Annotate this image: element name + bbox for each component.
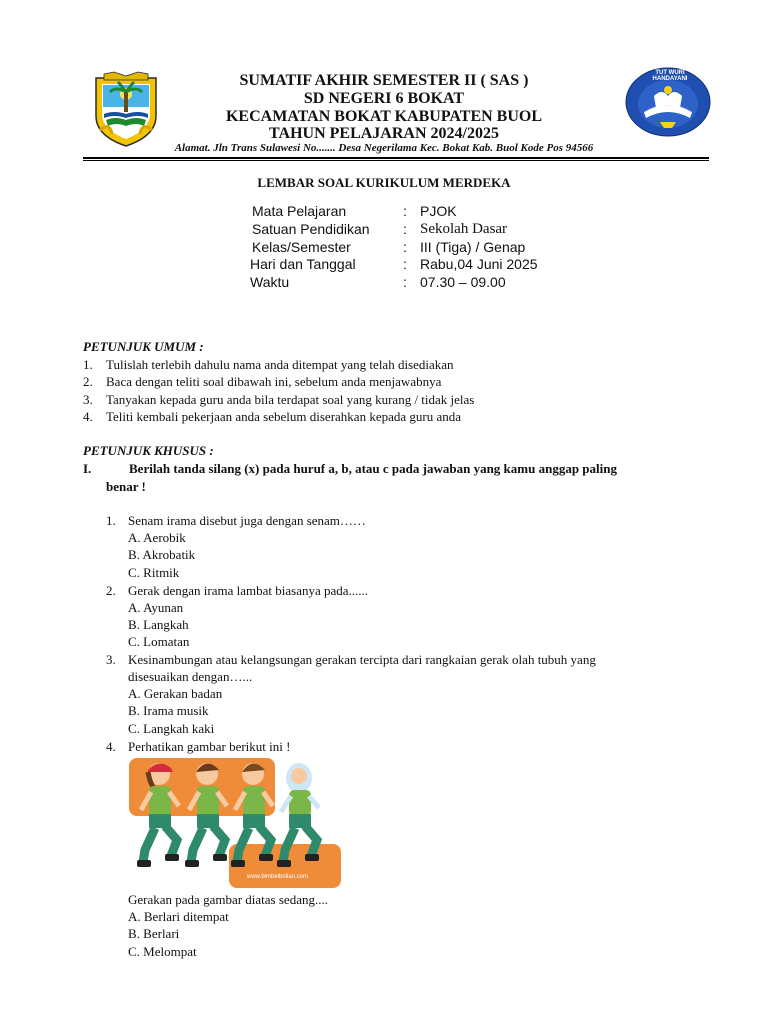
list-item: Tanyakan kepada guru anda bila terdapat soal yang kurang / tidak jelas [106,392,475,407]
specific-instructions-title: PETUNJUK KHUSUS : [83,443,214,458]
list-item: Baca dengan teliti soal dibawah ini, sebelum anda menjawabnya [106,374,442,389]
info-colon: : [403,256,407,272]
answer-option: C. Ritmik [128,565,180,580]
answer-option: C. Lomatan [128,634,190,649]
info-label: Kelas/Semester [252,239,351,255]
question-text: Senam irama disebut juga dengan senam…… [128,513,366,528]
marching-children-image [129,758,341,888]
section-instruction-line-1: Berilah tanda silang (x) pada huruf a, b, atau c pada jawaban yang kamu anggap paling [129,461,617,476]
header-line-3: KECAMATAN BOKAT KABUPATEN BUOL [225,108,543,125]
info-label: Hari dan Tanggal [250,256,356,272]
info-value: Sekolah Dasar [420,221,508,237]
info-row-date [250,256,612,273]
list-number: 3. [83,392,93,407]
info-row-time [250,274,612,291]
answer-option: A. Gerakan badan [128,686,223,701]
answer-option: A. Berlari ditempat [128,909,229,924]
document-title: LEMBAR SOAL KURIKULUM MERDEKA [257,175,511,190]
question-number: 4. [106,739,116,754]
answer-option: B. Berlari [128,926,180,941]
question-number: 3. [106,652,116,667]
info-label: Satuan Pendidikan [252,221,370,237]
info-row-subject [252,203,612,220]
marching-children-illustration [129,758,341,888]
list-number: 4. [83,409,93,424]
question-followup-text: Gerakan pada gambar diatas sedang.... [128,892,328,907]
info-colon: : [403,203,407,219]
question-text: Gerak dengan irama lambat biasanya pada...... [128,583,369,598]
info-colon: : [403,274,407,290]
info-value: 07.30 – 09.00 [420,274,506,290]
tut-wuri-handayani-text: TUT WURI HANDAYANI [652,70,688,82]
header-rule-thick [83,157,709,159]
general-instructions-title: PETUNJUK UMUM : [83,339,204,354]
school-address: Alamat. Jln Trans Sulawesi No....... Desa Negerilama Kec. Bokat Kab. Buol Kode Pos 94566 [174,142,594,154]
answer-option: C. Melompat [128,944,197,959]
info-row-class-semester [252,239,612,256]
info-label: Waktu [250,274,290,290]
answer-option: C. Langkah kaki [128,721,215,736]
info-value: Rabu,04 Juni 2025 [420,256,538,272]
question-text: Perhatikan gambar berikut ini ! [128,739,291,754]
question-number: 1. [106,513,116,528]
answer-option: B. Langkah [128,617,189,632]
info-value: PJOK [420,203,457,219]
question-number: 2. [106,583,116,598]
header-line-2: SD NEGERI 6 BOKAT [303,90,465,107]
info-value: III (Tiga) / Genap [420,239,526,255]
header-rule-thin [83,160,709,161]
answer-option: A. Ayunan [128,600,184,615]
answer-option: B. Irama musik [128,703,209,718]
list-number: 2. [83,374,93,389]
header-line-1: SUMATIF AKHIR SEMESTER II ( SAS ) [239,72,529,89]
list-item: Tulislah terlebih dahulu nama anda ditempat yang telah disediakan [106,357,454,372]
answer-option: A. Aerobik [128,530,186,545]
info-label: Mata Pelajaran [252,203,347,219]
info-table [252,203,612,293]
question-text-continued: disesuaikan dengan…... [128,669,253,684]
header-line-4: TAHUN PELAJARAN 2024/2025 [269,125,499,142]
image-watermark: www.bimbelbrilian.com [247,874,309,880]
list-number: 1. [83,357,93,372]
info-row-school-level [252,221,612,238]
info-colon: : [403,239,407,255]
info-colon: : [403,221,407,237]
section-number: I. [83,461,92,476]
section-instruction-line-2: benar ! [106,479,146,494]
list-item: Teliti kembali pekerjaan anda sebelum diserahkan kepada guru anda [106,409,461,424]
answer-option: B. Akrobatik [128,547,196,562]
question-text: Kesinambungan atau kelangsungan gerakan tercipta dari rangkaian gerak olah tubuh yang [128,652,596,667]
